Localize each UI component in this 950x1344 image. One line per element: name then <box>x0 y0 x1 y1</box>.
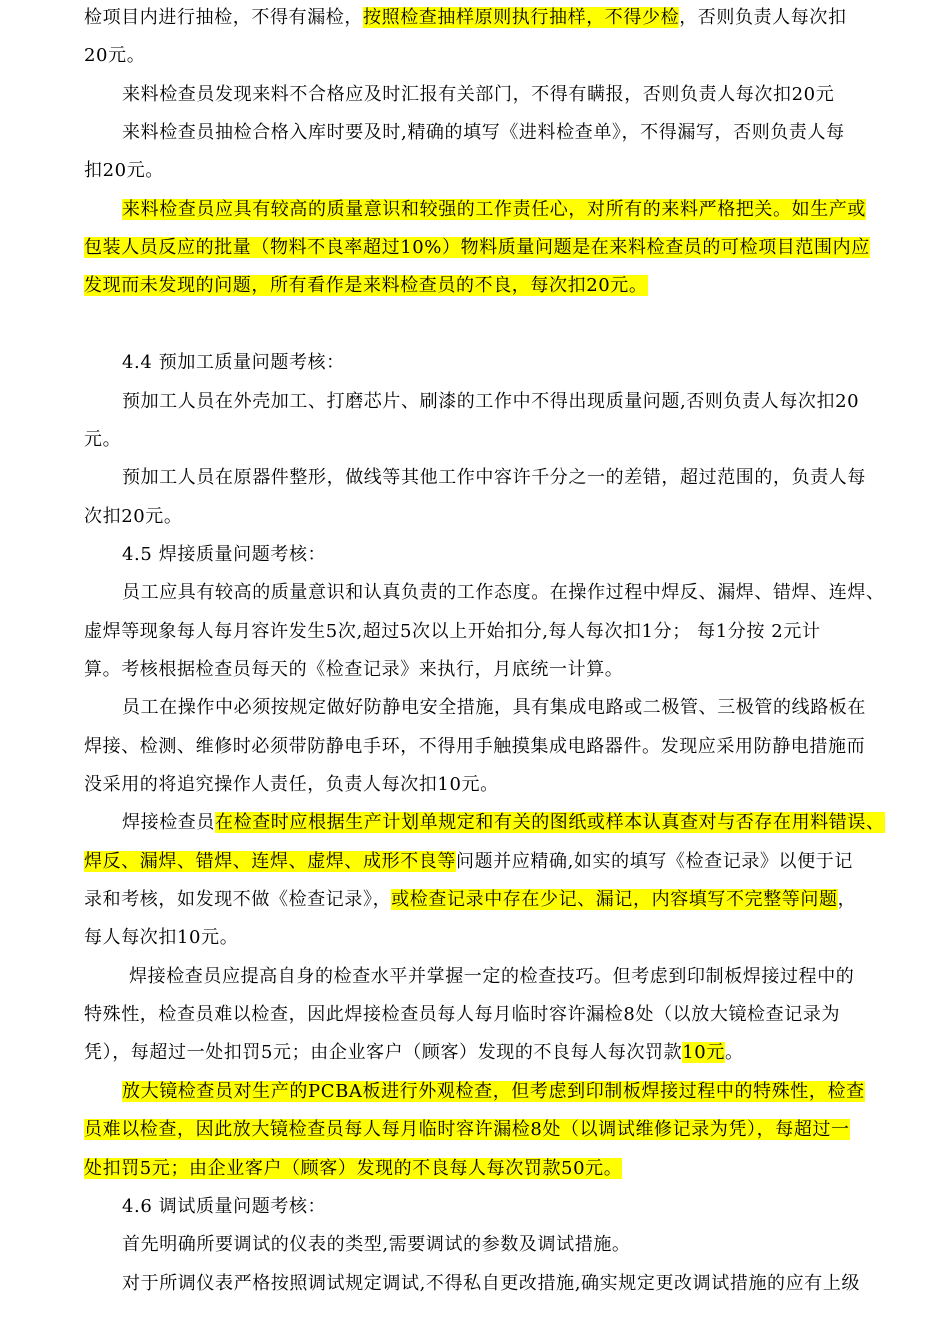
text-line <box>122 1192 326 1235</box>
text-line <box>122 1230 631 1273</box>
text-run: 来料检查员抽检合格入库时要及时,精确的填写《进料检查单》，不得漏写，否则负责人每 <box>122 122 845 144</box>
text-line <box>84 732 865 775</box>
text-line <box>84 1000 840 1043</box>
highlighted-text: 10元 <box>682 1042 725 1064</box>
text-line <box>84 1115 850 1158</box>
text-run: 次扣20元。 <box>84 505 183 527</box>
text-line <box>122 387 859 430</box>
text-run: 没采用的将追究操作人责任，负责人每次扣10元。 <box>84 774 499 795</box>
text-line <box>122 578 885 621</box>
text-line <box>122 80 834 123</box>
text-run: 焊接检查员 <box>122 812 215 834</box>
text-line <box>84 617 821 660</box>
text-run: 预加工人员在原器件整形，做线等其他工作中容许千分之一的差错，超过范围的，负责人每 <box>122 467 866 489</box>
highlighted-text: 来料检查员应具有较高的质量意识和较强的工作责任心，对所有的来料严格把关。如生产或 <box>122 198 866 220</box>
text-line <box>84 655 623 698</box>
text-line <box>84 1038 744 1081</box>
text-run: 问题并应精确,如实的填写《检查记录》以便于记 <box>456 850 853 872</box>
highlighted-text: 在检查时应根据生产计划单规定和有关的图纸或样本认真查对与否存在用料错误、 <box>215 812 885 834</box>
text-run: 虚焊等现象每人每月容许发生5次,超过5次以上开始扣分,每人每次扣1分； 每1分按 2元计 <box>84 620 821 642</box>
text-line <box>122 348 345 391</box>
text-run: 4.5 焊接质量问题考核： <box>122 543 327 565</box>
highlighted-text: 或检查记录中存在少记、漏记，内容填写不完整等问题 <box>391 889 838 911</box>
text-run: 元。 <box>84 428 122 450</box>
text-line <box>84 923 238 966</box>
text-run: 算。考核根据检查员每天的《检查记录》来执行，月底统一计算。 <box>84 658 624 680</box>
text-line <box>84 847 853 890</box>
text-run: ， <box>837 889 857 911</box>
highlighted-text: 员难以检查，因此放大镜检查员每人每月临时容许漏检8处（以调试维修记录为凭），每超过一 <box>84 1119 850 1141</box>
text-line <box>122 808 885 851</box>
text-line <box>84 3 847 46</box>
text-run: 4.6 调试质量问题考核： <box>122 1195 327 1217</box>
text-run: 检项目内进行抽检，不得有漏检， <box>84 7 363 28</box>
highlighted-text: 处扣罚5元；由企业客户（顾客）发现的不良每人每次罚款50元。 <box>84 1157 623 1179</box>
text-line <box>84 885 856 928</box>
text-line <box>122 463 866 506</box>
highlighted-text: 焊反、漏焊、错焊、连焊、虚焊、成形不良等 <box>84 850 456 872</box>
text-run: 来料检查员发现来料不合格应及时汇报有关部门，不得有瞒报，否则负责人每次扣20元 <box>122 83 835 105</box>
text-run: 对于所调仪表严格按照调试规定调试,不得私自更改措施,确实规定更改调试措施的应有上级 <box>122 1272 861 1294</box>
text-run: 4.4 预加工质量问题考核： <box>122 352 345 374</box>
text-run: ，否则负责人每次扣 <box>679 7 847 28</box>
text-run: 凭），每超过一处扣罚5元；由企业客户（顾客）发现的不良每人每次罚款 <box>84 1042 683 1064</box>
text-line <box>122 118 845 161</box>
highlighted-text: 包装人员反应的批量（物料不良率超过10%）物料质量问题是在来料检查员的可检项目范围内应 <box>84 237 870 259</box>
text-run: 焊接检查员应提高自身的检查水平并掌握一定的检查技巧。但考虑到印制板焊接过程中的 <box>129 965 855 987</box>
text-line <box>122 1269 860 1312</box>
text-line <box>129 962 854 1005</box>
text-line <box>84 770 499 813</box>
text-line <box>84 1154 622 1197</box>
text-run: 录和考核，如发现不做《检查记录》， <box>84 889 392 911</box>
text-line <box>84 156 164 199</box>
text-run: 首先明确所要调试的仪表的类型,需要调试的参数及调试措施。 <box>122 1234 631 1256</box>
text-line <box>84 41 145 84</box>
text-line <box>84 233 870 276</box>
text-run: 特殊性，检查员难以检查，因此焊接检查员每人每月临时容许漏检8处（以放大镜检查记录为 <box>84 1004 841 1026</box>
text-run: 员工应具有较高的质量意识和认真负责的工作态度。在操作过程中焊反、漏焊、错焊、连焊、 <box>122 582 885 604</box>
text-run: 焊接、检测、维修时必须带防静电手环，不得用手触摸集成电路器件。发现应采用防静电措施而 <box>84 735 866 757</box>
text-line <box>84 271 648 314</box>
text-line <box>122 1077 865 1120</box>
highlighted-text: 按照检查抽样原则执行抽样，不得少检 <box>363 7 680 28</box>
text-line <box>84 425 121 468</box>
text-run: 每人每次扣10元。 <box>84 927 239 949</box>
text-line <box>122 693 866 736</box>
highlighted-text: 发现而未发现的问题，所有看作是来料检查员的不良，每次扣20元。 <box>84 275 648 297</box>
text-line <box>122 195 866 238</box>
text-run: 员工在操作中必须按规定做好防静电安全措施，具有集成电路或二极管、三极管的线路板在 <box>122 697 866 719</box>
text-run: 扣20元。 <box>84 160 164 182</box>
text-run: 。 <box>724 1042 744 1064</box>
text-line <box>122 540 326 583</box>
text-run: 20元。 <box>84 45 146 67</box>
text-line <box>84 502 183 545</box>
text-run: 预加工人员在外壳加工、打磨芯片、刷漆的工作中不得出现质量问题,否则负责人每次扣20 <box>122 390 860 412</box>
highlighted-text: 放大镜检查员对生产的PCBA板进行外观检查，但考虑到印制板焊接过程中的特殊性，检查 <box>122 1080 865 1102</box>
